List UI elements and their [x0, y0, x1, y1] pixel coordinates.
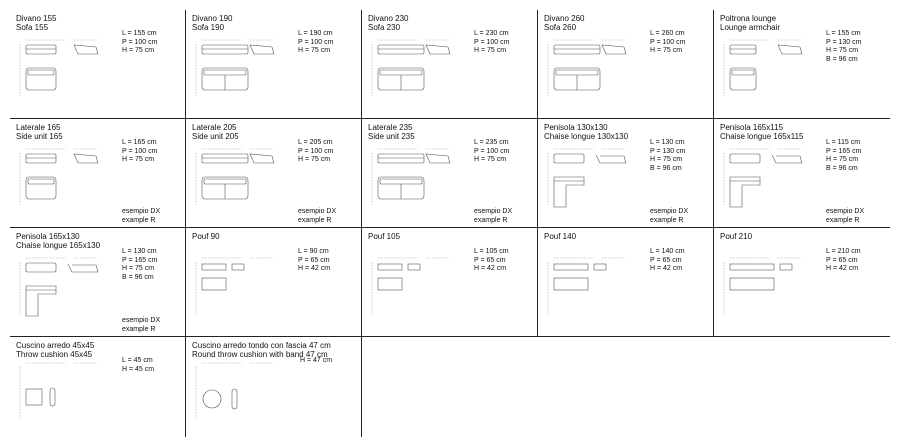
product-cell-4	[538, 10, 714, 119]
product-cell-15	[714, 228, 890, 337]
title-english: Lounge armchair	[720, 23, 781, 32]
plan-backrest	[204, 179, 246, 184]
title-italian: Penisola 165x115	[720, 123, 784, 132]
plan-view	[26, 286, 56, 316]
side-drawing-svg	[368, 145, 468, 217]
dimensions	[826, 30, 861, 64]
product-title	[16, 232, 100, 250]
example-line: esempio DX	[826, 208, 865, 215]
example-line: example R	[474, 216, 508, 224]
side-view	[232, 264, 244, 270]
side-view	[596, 155, 626, 163]
dimension-value: B = 96 cm	[650, 164, 682, 172]
dimension-value: H = 75 cm	[474, 156, 507, 163]
technical-drawing	[544, 145, 644, 217]
title-english: Sofa 155	[16, 23, 49, 32]
side-view	[250, 45, 274, 54]
title-italian: Pouf 140	[544, 232, 577, 241]
plan-view	[730, 177, 760, 207]
pouf-drawing-svg	[720, 254, 820, 326]
dimension-value: H = 42 cm	[650, 265, 683, 272]
cushion-drawing-svg	[16, 359, 116, 431]
side-view	[232, 389, 237, 409]
product-title	[16, 123, 63, 141]
product-title	[544, 232, 576, 241]
dimension-value: B = 96 cm	[826, 55, 858, 63]
dimension-value: H = 75 cm	[122, 265, 155, 272]
side-view	[772, 155, 802, 163]
product-cell-17	[186, 337, 362, 437]
plan-backrest	[732, 70, 754, 75]
title-english: Throw cushion 45x45	[16, 350, 93, 359]
title-english: Sofa 190	[192, 23, 225, 32]
side-view	[426, 45, 450, 54]
product-cell-5	[714, 10, 890, 119]
front-view	[26, 263, 56, 272]
sofa-drawing-svg	[16, 36, 116, 108]
dimension-value: L = 260 cm	[650, 30, 685, 37]
dimension-value: P = 100 cm	[474, 38, 510, 46]
product-title	[544, 123, 628, 141]
title-italian: Divano 155	[16, 14, 57, 23]
dimension-value: P = 100 cm	[122, 38, 158, 46]
title-english: Chaise longue 130x130	[544, 132, 629, 141]
front-view	[554, 45, 600, 54]
plan-backrest	[28, 179, 54, 184]
product-cell-1	[10, 10, 186, 119]
product-cell-6	[10, 119, 186, 228]
front-view	[26, 45, 56, 54]
side-view	[74, 154, 98, 163]
dimension-value: B = 96 cm	[826, 164, 858, 172]
example-line: esempio DX	[298, 208, 337, 215]
title-italian: Laterale 205	[192, 123, 237, 132]
technical-drawing	[544, 254, 644, 326]
dimension-value: P = 100 cm	[298, 38, 334, 46]
front-view	[554, 154, 584, 163]
front-view	[554, 264, 588, 270]
front-view	[202, 264, 226, 270]
technical-drawing	[192, 254, 292, 326]
dimension-value: L = 235 cm	[474, 139, 509, 146]
dimension-value: L = 210 cm	[826, 248, 861, 255]
side-view	[408, 264, 420, 270]
example-line: esempio DX	[122, 208, 161, 215]
dimensions	[122, 248, 157, 282]
front-view	[730, 154, 760, 163]
example-note	[298, 208, 336, 225]
product-title	[368, 123, 415, 141]
dimension-value: L = 155 cm	[122, 30, 157, 37]
technical-drawing	[368, 145, 468, 217]
dimension-value: H = 47 cm	[300, 357, 333, 364]
front-view	[730, 45, 756, 54]
dimensions	[300, 357, 332, 366]
dimensions	[826, 248, 861, 274]
product-title	[192, 232, 220, 241]
side-view	[602, 45, 626, 54]
technical-drawing	[544, 36, 644, 108]
side-view	[778, 45, 802, 54]
dimension-value: L = 115 cm	[826, 139, 861, 146]
technical-drawing	[16, 359, 116, 431]
round-drawing-svg	[192, 359, 292, 431]
product-cell-16	[10, 337, 186, 437]
front-view	[26, 389, 42, 405]
dimensions	[122, 30, 157, 56]
dimension-value: P = 165 cm	[122, 256, 158, 264]
dimension-value: H = 75 cm	[122, 47, 155, 54]
product-title	[720, 232, 752, 241]
title-english: Side unit 165	[16, 132, 63, 141]
product-cell-12	[186, 228, 362, 337]
sofa-drawing-svg	[192, 36, 292, 108]
technical-drawing	[720, 254, 820, 326]
product-cell-3	[362, 10, 538, 119]
dimension-value: L = 190 cm	[298, 30, 333, 37]
title-italian: Pouf 210	[720, 232, 753, 241]
example-line: example R	[298, 216, 332, 224]
product-title	[368, 14, 408, 32]
side-view	[250, 154, 274, 163]
dimension-value: L = 205 cm	[298, 139, 333, 146]
dimension-value: H = 75 cm	[650, 156, 683, 163]
pouf-drawing-svg	[368, 254, 468, 326]
example-line: example R	[122, 325, 156, 333]
side-view	[74, 45, 98, 54]
dimension-value: L = 105 cm	[474, 248, 509, 255]
dimensions	[474, 139, 509, 165]
side-view	[780, 264, 792, 270]
technical-drawing	[16, 36, 116, 108]
example-line: example R	[122, 216, 156, 224]
product-title	[544, 14, 584, 32]
title-italian: Cuscino arredo tondo con fascia 47 cm	[192, 341, 331, 350]
example-line: example R	[826, 216, 860, 224]
product-cell-14	[538, 228, 714, 337]
dimension-value: P = 100 cm	[474, 147, 510, 155]
dimension-value: H = 75 cm	[826, 47, 859, 54]
plan-backrest	[204, 70, 246, 75]
title-italian: Poltrona lounge	[720, 14, 777, 23]
example-line: esempio DX	[474, 208, 513, 215]
dimension-value: B = 96 cm	[122, 273, 154, 281]
product-cell-8	[362, 119, 538, 228]
side-drawing-svg	[192, 145, 292, 217]
product-cell-2	[186, 10, 362, 119]
dimensions	[298, 30, 333, 56]
front-view	[378, 154, 424, 163]
dimension-value: H = 45 cm	[122, 365, 155, 373]
plan-backrest	[556, 70, 598, 75]
dimensions	[298, 248, 330, 274]
product-cell-13	[362, 228, 538, 337]
example-note	[650, 208, 688, 225]
title-english: Sofa 260	[544, 23, 577, 32]
product-title	[16, 14, 56, 32]
example-note	[826, 208, 864, 225]
dimensions	[650, 30, 685, 56]
dimensions	[474, 30, 509, 56]
technical-drawing	[192, 359, 292, 431]
dimension-value: P = 130 cm	[650, 147, 686, 155]
plan-view	[554, 177, 584, 207]
product-cell-7	[186, 119, 362, 228]
dimension-value: H = 75 cm	[122, 156, 155, 163]
sofa-drawing-svg	[544, 36, 644, 108]
front-view	[202, 154, 248, 163]
chaise-drawing-svg	[544, 145, 644, 217]
dimension-value: H = 75 cm	[650, 47, 683, 54]
front-view	[378, 264, 402, 270]
chaise-drawing-svg	[720, 145, 820, 217]
dimension-value: L = 140 cm	[650, 248, 685, 255]
title-english: Chaise longue 165x130	[16, 241, 101, 250]
title-italian: Laterale 235	[368, 123, 413, 132]
example-line: esempio DX	[122, 317, 161, 324]
plan-view	[730, 278, 774, 290]
dimension-value: L = 45 cm	[122, 357, 153, 364]
example-note	[122, 208, 160, 225]
pouf-drawing-svg	[544, 254, 644, 326]
dimension-value: P = 65 cm	[650, 256, 682, 264]
dimension-value: L = 130 cm	[650, 139, 685, 146]
sofa-drawing-svg	[368, 36, 468, 108]
dimensions	[298, 139, 333, 165]
dimensions	[122, 139, 157, 165]
plan-backrest	[28, 70, 54, 75]
lounge-drawing-svg	[720, 36, 820, 108]
dimension-value: H = 75 cm	[298, 156, 331, 163]
plan-view	[202, 278, 226, 290]
plan-view	[730, 68, 756, 90]
plan-view	[26, 68, 56, 90]
product-title	[368, 232, 400, 241]
title-italian: Pouf 90	[192, 232, 220, 241]
plan-view	[26, 177, 56, 199]
title-english: Sofa 230	[368, 23, 401, 32]
technical-drawing	[16, 145, 116, 217]
dimensions	[650, 139, 685, 173]
side-view	[68, 264, 98, 272]
pouf-drawing-svg	[192, 254, 292, 326]
technical-drawing	[368, 254, 468, 326]
title-italian: Laterale 165	[16, 123, 61, 132]
example-line: esempio DX	[650, 208, 689, 215]
front-view	[202, 45, 248, 54]
side-drawing-svg	[16, 145, 116, 217]
product-cell-9	[538, 119, 714, 228]
dimension-value: L = 90 cm	[298, 248, 329, 255]
technical-drawing	[192, 36, 292, 108]
side-view	[426, 154, 450, 163]
product-cell-11	[10, 228, 186, 337]
technical-drawing	[720, 36, 820, 108]
dimension-value: H = 42 cm	[298, 265, 331, 272]
front-view	[378, 45, 424, 54]
example-line: example R	[650, 216, 684, 224]
front-view	[203, 390, 221, 408]
dimension-value: H = 75 cm	[826, 156, 859, 163]
product-title	[192, 123, 239, 141]
title-italian: Cuscino arredo 45x45	[16, 341, 95, 350]
dimension-value: L = 155 cm	[826, 30, 861, 37]
title-italian: Divano 190	[192, 14, 233, 23]
dimensions	[650, 248, 685, 274]
plan-view	[554, 278, 588, 290]
plan-view	[378, 278, 402, 290]
dimension-value: P = 100 cm	[122, 147, 158, 155]
dimension-value: P = 130 cm	[826, 38, 862, 46]
dimension-value: H = 75 cm	[474, 47, 507, 54]
technical-drawing	[16, 254, 116, 326]
product-title	[16, 341, 94, 359]
plan-backrest	[380, 70, 422, 75]
dimension-value: P = 65 cm	[826, 256, 858, 264]
technical-drawing	[192, 145, 292, 217]
title-italian: Penisola 165x130	[16, 232, 80, 241]
title-italian: Penisola 130x130	[544, 123, 608, 132]
title-italian: Divano 230	[368, 14, 409, 23]
plan-backrest	[380, 179, 422, 184]
dimension-value: H = 42 cm	[474, 265, 507, 272]
side-view	[594, 264, 606, 270]
dimension-value: P = 165 cm	[826, 147, 862, 155]
title-italian: Pouf 105	[368, 232, 401, 241]
dimension-value: H = 75 cm	[298, 47, 331, 54]
technical-drawing	[368, 36, 468, 108]
product-title	[192, 14, 232, 32]
dimension-value: L = 165 cm	[122, 139, 157, 146]
chaise-drawing-svg	[16, 254, 116, 326]
dimension-value: H = 42 cm	[826, 265, 859, 272]
title-italian: Divano 260	[544, 14, 585, 23]
example-note	[474, 208, 512, 225]
product-cell-10	[714, 119, 890, 228]
front-view	[730, 264, 774, 270]
dimensions	[474, 248, 509, 274]
dimension-value: P = 100 cm	[650, 38, 686, 46]
dimensions	[122, 357, 154, 374]
title-english: Round throw cushion with band 47 cm	[192, 350, 328, 359]
front-view	[26, 154, 56, 163]
title-english: Side unit 205	[192, 132, 239, 141]
dimensions	[826, 139, 861, 173]
technical-drawing	[720, 145, 820, 217]
product-title	[720, 14, 780, 32]
example-note	[122, 317, 160, 334]
dimension-value: L = 230 cm	[474, 30, 509, 37]
title-english: Side unit 235	[368, 132, 415, 141]
product-title	[720, 123, 803, 141]
side-view	[50, 388, 55, 406]
dimension-value: P = 65 cm	[298, 256, 330, 264]
title-english: Chaise longue 165x115	[720, 132, 804, 141]
dimension-value: P = 65 cm	[474, 256, 506, 264]
dimension-value: L = 130 cm	[122, 248, 157, 255]
dimension-value: P = 100 cm	[298, 147, 334, 155]
